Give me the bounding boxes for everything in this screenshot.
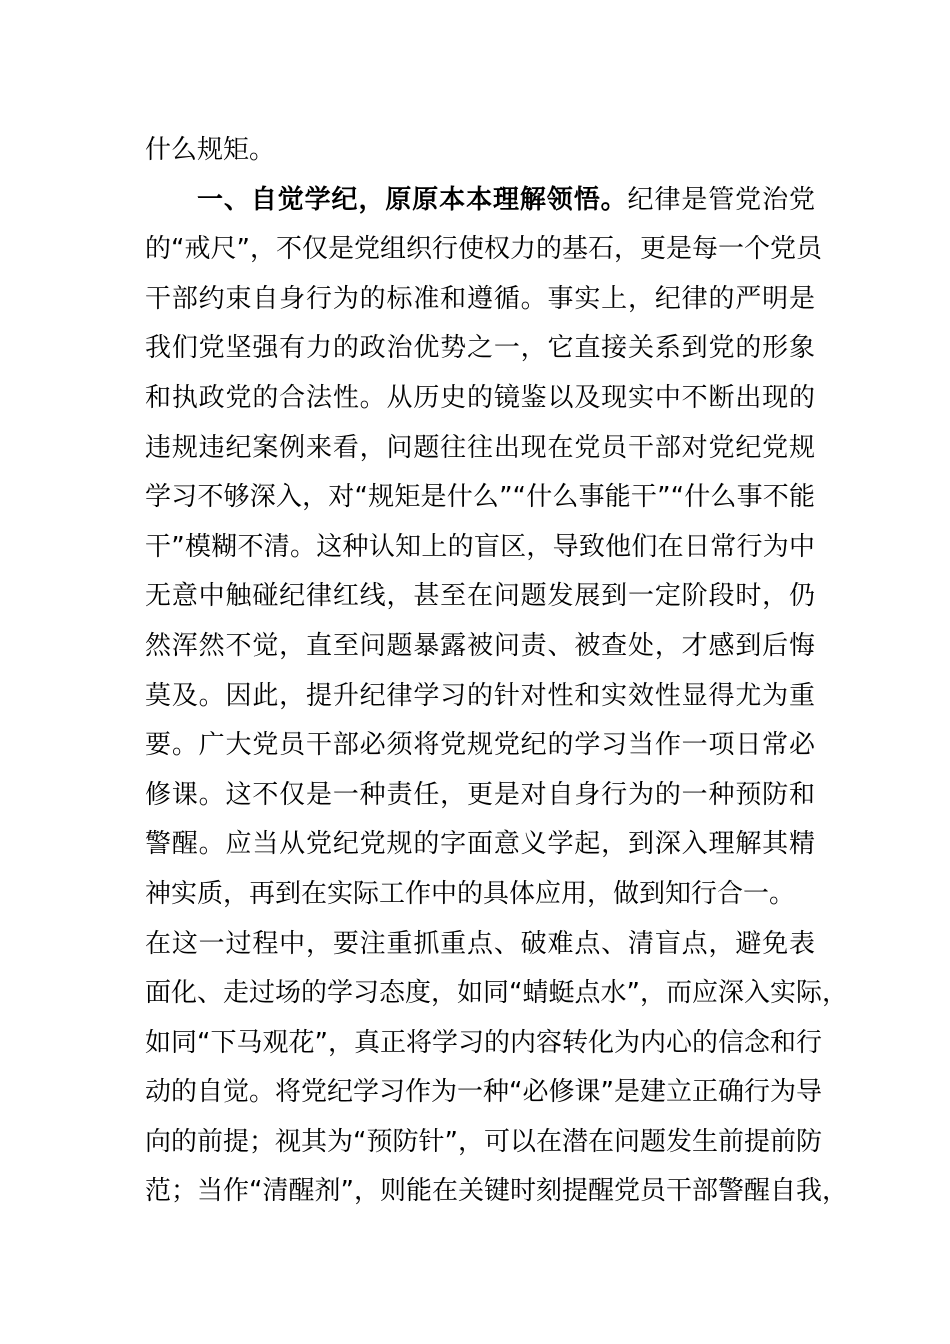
text-line: 动的自觉。将党纪学习作为一种“必修课”是建立正确行为导 [145, 1077, 822, 1108]
heading-line-text: 纪律是管党治党 [627, 184, 815, 215]
text-line: 警醒。应当从党纪党规的字面意义学起，到深入理解其精 [145, 829, 815, 860]
text-line: 范；当作“清醒剂”，则能在关键时刻提醒党员干部警醒自我， [145, 1176, 848, 1207]
text-line: 面化、走过场的学习态度，如同“蜻蜓点水”，而应深入实际， [145, 978, 848, 1009]
text-line: 我们党坚强有力的政治优势之一，它直接关系到党的形象 [145, 333, 815, 364]
section-heading: 一、自觉学纪，原原本本理解领悟。 [197, 184, 628, 215]
text-line: 要。广大党员干部必须将党规党纪的学习当作一项日常必 [145, 730, 815, 761]
text-line: 无意中触碰纪律红线，甚至在问题发展到一定阶段时，仍 [145, 581, 815, 612]
document-body [145, 126, 848, 1217]
text-line: 神实质，再到在实际工作中的具体应用，做到知行合一。 [145, 878, 796, 909]
text-line: 在这一过程中，要注重抓重点、破难点、清盲点，避免表 [145, 928, 815, 959]
text-line: 然浑然不觉，直至问题暴露被问责、被查处，才感到后悔 [145, 630, 815, 661]
text-line: 干部约束自身行为的标准和遵循。事实上，纪律的严明是 [145, 283, 815, 314]
text-line: 向的前提；视其为“预防针”，可以在潜在问题发生前提前防 [145, 1126, 822, 1157]
text-line: 莫及。因此，提升纪律学习的针对性和实效性显得尤为重 [145, 680, 815, 711]
section-heading-line [145, 176, 815, 226]
text-line: 修课。这不仅是一种责任，更是对自身行为的一种预防和 [145, 779, 815, 810]
text-line: 什么规矩。 [145, 135, 276, 165]
text-line: 和执政党的合法性。从历史的镜鉴以及现实中不断出现的 [145, 382, 815, 413]
text-line: 干”模糊不清。这种认知上的盲区，导致他们在日常行为中 [145, 531, 815, 562]
text-line: 违规违纪案例来看，问题往往出现在党员干部对党纪党规 [145, 432, 815, 463]
text-line: 学习不够深入，对“规矩是什么”“什么事能干”“什么事不能 [145, 482, 815, 513]
text-line: 如同“下马观花”，真正将学习的内容转化为内心的信念和行 [145, 1027, 822, 1058]
text-line: 的“戒尺”，不仅是党组织行使权力的基石，更是每一个党员 [145, 234, 822, 265]
